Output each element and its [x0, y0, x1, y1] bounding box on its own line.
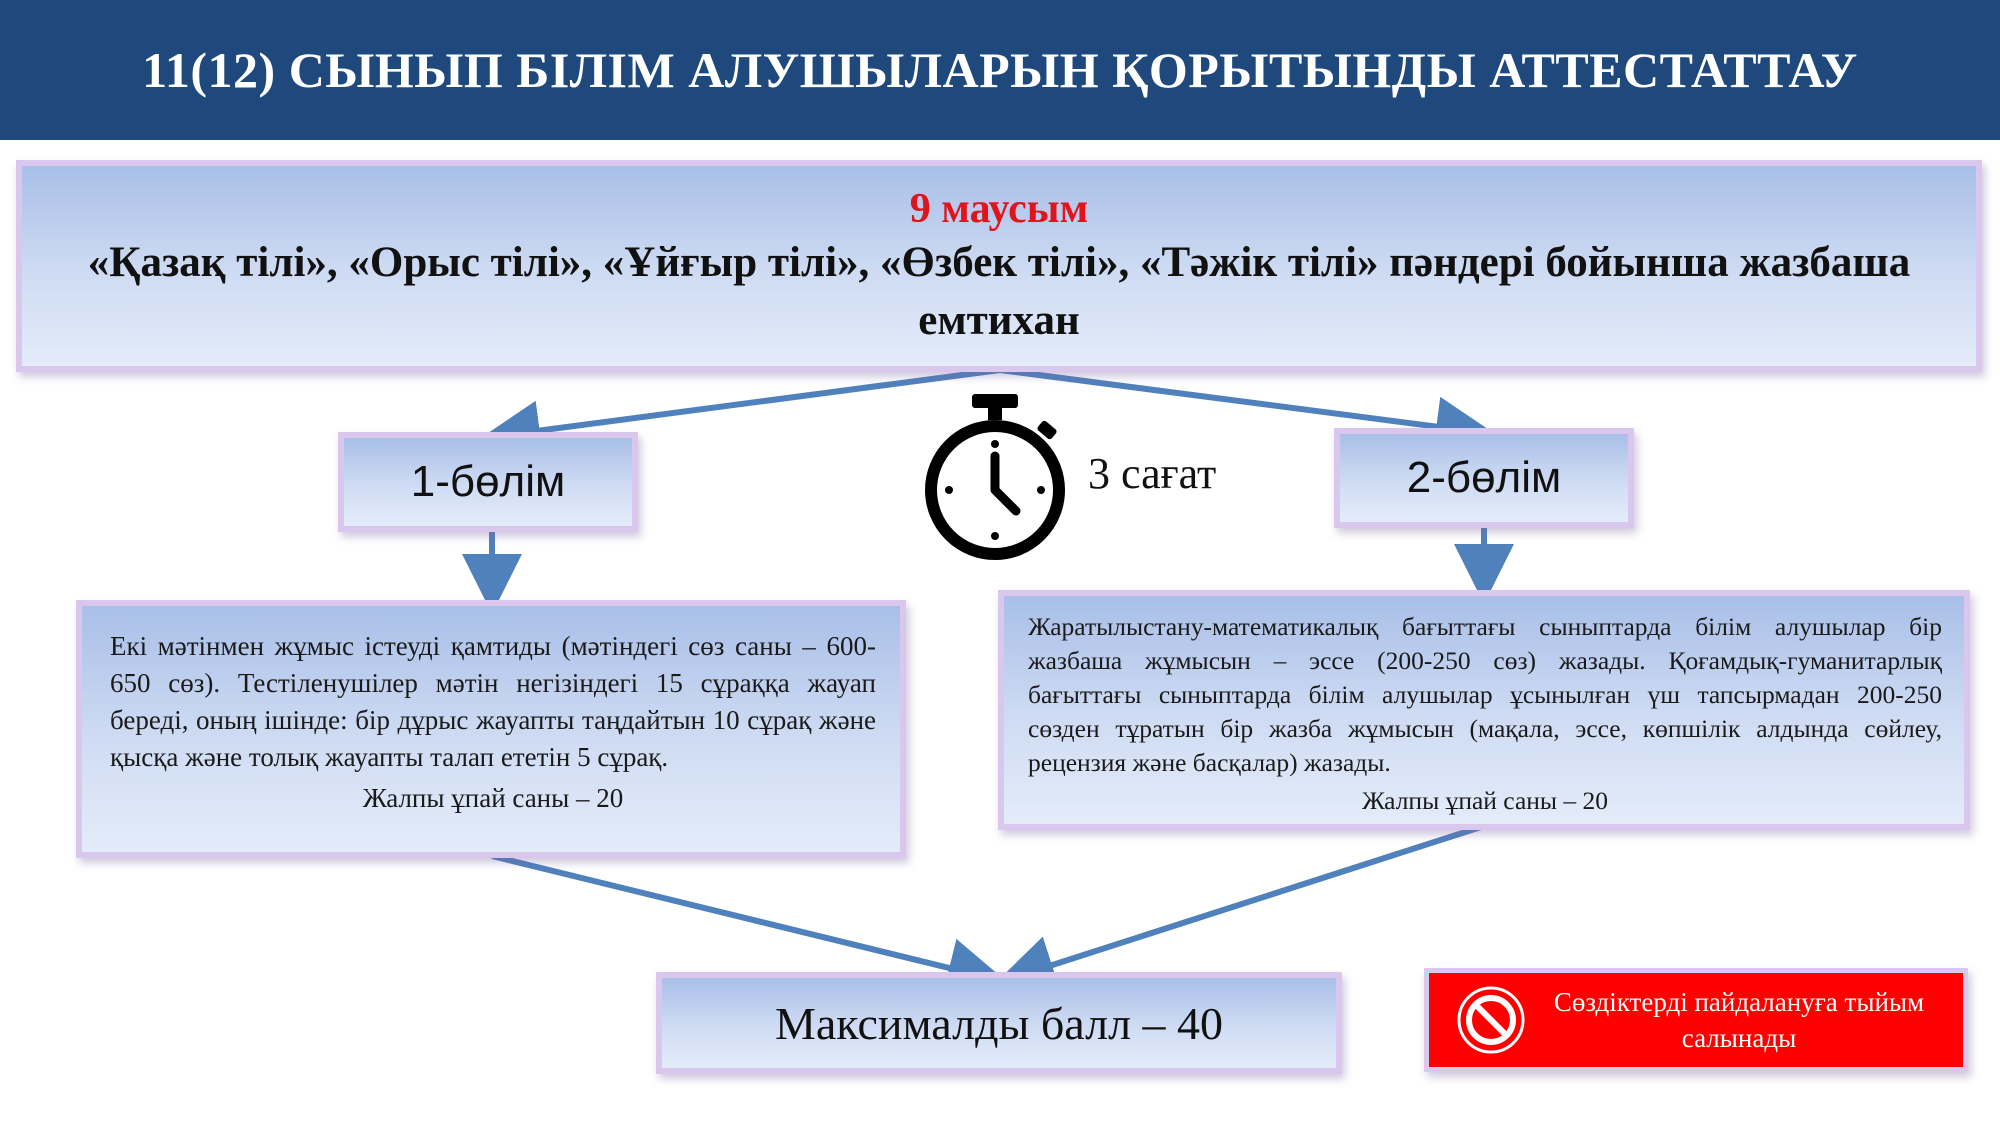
exam-subjects: «Қазақ тілі», «Орыс тілі», «Ұйғыр тілі», «Өзбек тілі», «Тәжік тілі» пәндері бойынша жазбаша емтихан — [87, 239, 1911, 344]
stopwatch-icon — [920, 390, 1070, 565]
arrow-exam-to-part2 — [1000, 370, 1478, 432]
part-1-description-box — [76, 600, 906, 858]
arrow-desc2-to-max — [1012, 826, 1484, 978]
max-score-box — [656, 972, 1342, 1074]
part-2-score: Жалпы ұпай саны – 20 — [1361, 786, 1609, 815]
part-1-box — [338, 432, 638, 532]
part-2-description-box — [998, 590, 1970, 830]
warning-text: Сөздіктерді пайдалануға тыйым салынады — [1553, 987, 1925, 1053]
max-score-label: Максималды балл – 40 — [774, 997, 1224, 1049]
arrow-desc1-to-max — [492, 856, 990, 978]
part-1-label: 1-бөлім — [410, 457, 566, 506]
part-1-score: Жалпы ұпай саны – 20 — [362, 783, 624, 813]
warning-box — [1424, 968, 1968, 1072]
part-1-description: Екі мәтінмен жұмыс істеуді қамтиды (мәтіндегі сөз саны – 600-650 сөз). Тестіленушілер мәтін негізіндегі 15 сұраққа жауап береді, оның ішінде: бір дұрыс жауапты таңдайтын 10 сұрақ және қысқа және толық жауапты талап ететін 5 сұрақ. — [110, 631, 876, 772]
prohibited-icon — [1453, 982, 1529, 1058]
duration-label: 3 сағат — [1088, 449, 1217, 498]
exam-info-box — [16, 160, 1982, 372]
part-2-label: 2-бөлім — [1406, 453, 1562, 502]
part-2-description: Жаратылыстану-математикалық бағыттағы сыныптарда білім алушылар бір жазбаша жұмысын – эссе (200-250 сөз) жазады. Қоғамдық-гуманитарлық бағыттағы сыныптарда білім алушылар ұсынылған үш тапсырмадан 200-250 сөзден тұратын бір жазба жұмысын (мақала, эссе, көпшілік алдында сөйлеу, рецензия және басқалар) жазады. — [1028, 612, 1942, 777]
part-2-box — [1334, 428, 1634, 528]
page-title: 11(12) СЫНЫП БІЛІМ АЛУШЫЛАРЫН ҚОРЫТЫНДЫ АТТЕСТАТТАУ — [142, 42, 1858, 98]
exam-date: 9 маусым — [909, 186, 1089, 232]
